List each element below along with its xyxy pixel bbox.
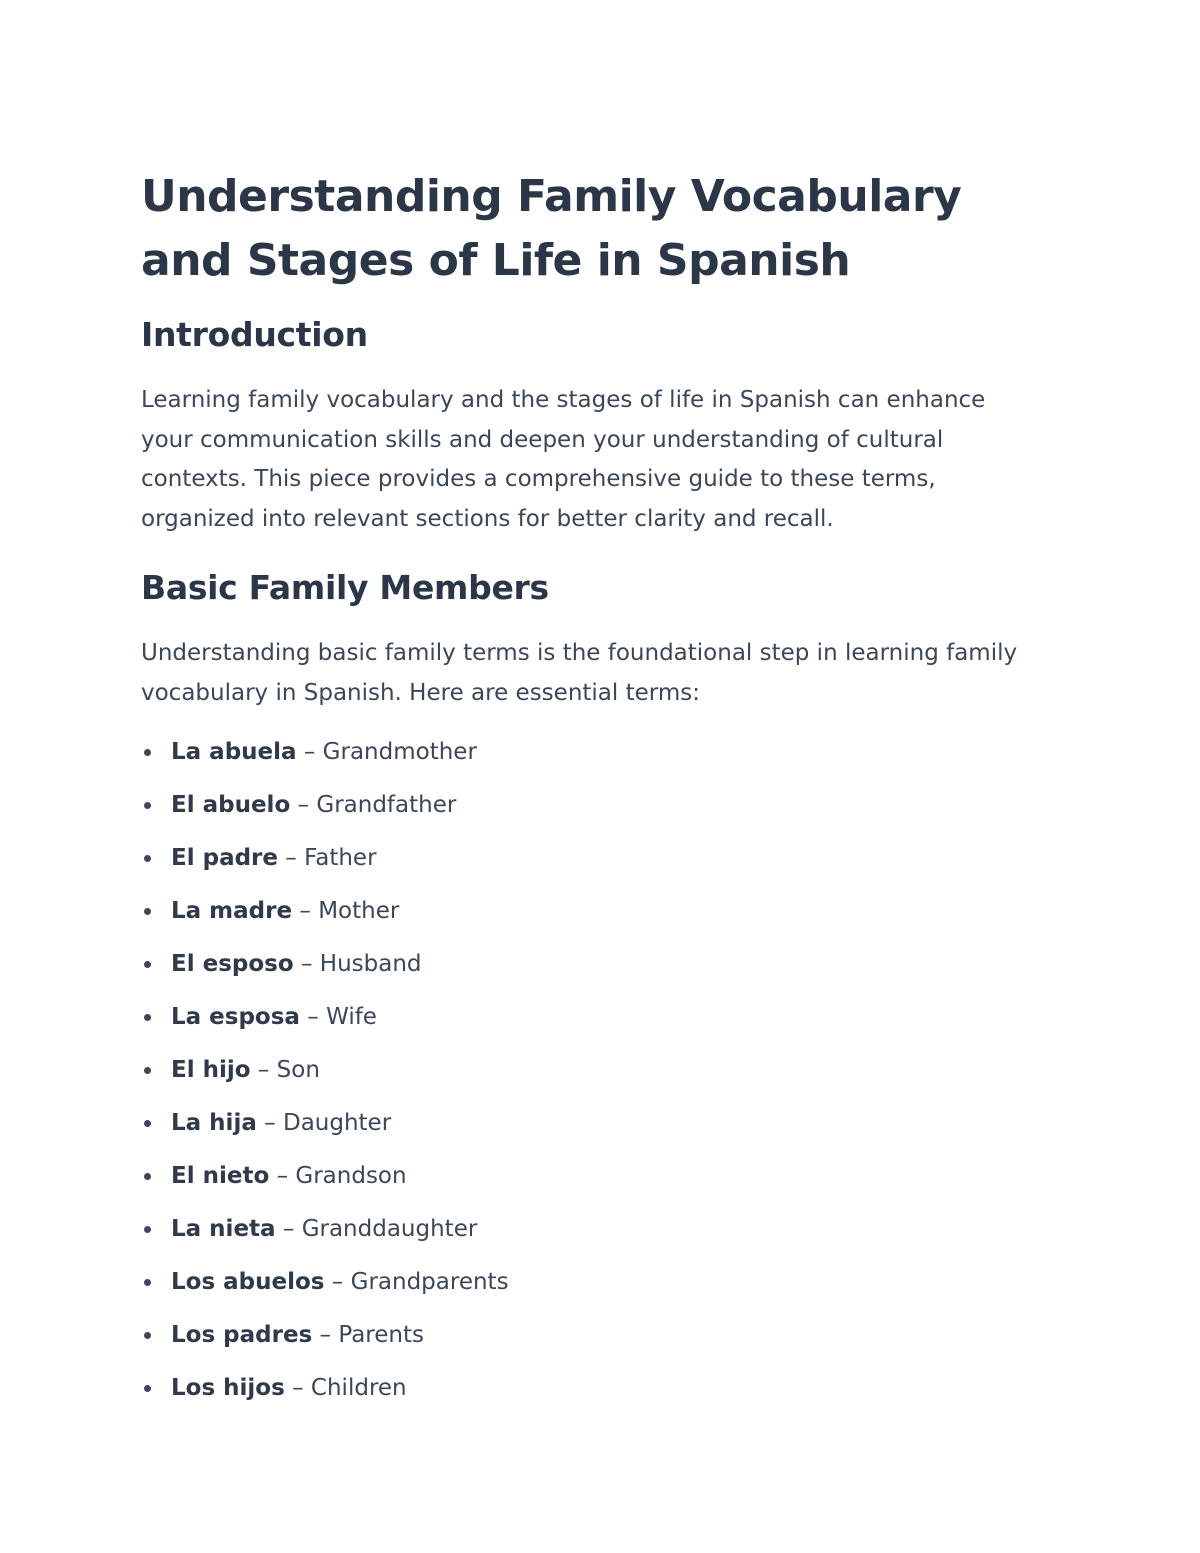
list-item <box>141 885 1041 938</box>
english-translation: Father <box>304 845 377 871</box>
list-item <box>141 1203 1041 1256</box>
bullet-icon <box>144 961 151 968</box>
document-title: Understanding Family Vocabulary and Stages of Life in Spanish <box>141 171 962 286</box>
spanish-term: El esposo <box>171 951 294 977</box>
bullet-icon <box>144 1226 151 1233</box>
english-translation: Grandson <box>295 1163 407 1189</box>
bullet-icon <box>144 855 151 862</box>
list-item <box>141 938 1041 991</box>
english-translation: Daughter <box>282 1110 392 1136</box>
bullet-icon <box>144 1332 151 1339</box>
term-separator: – <box>278 845 305 871</box>
bullet-icon <box>144 802 151 809</box>
english-translation: Children <box>310 1375 407 1401</box>
term-separator: – <box>324 1269 351 1295</box>
bullet-icon <box>144 749 151 756</box>
list-item <box>141 1256 1041 1309</box>
spanish-term: La abuela <box>171 739 297 765</box>
list-item <box>141 1097 1041 1150</box>
english-translation: Mother <box>318 898 400 924</box>
list-item <box>141 1150 1041 1203</box>
term-separator: – <box>292 898 319 924</box>
spanish-term: El hijo <box>171 1057 251 1083</box>
term-separator: – <box>299 1004 327 1030</box>
term-separator: – <box>312 1322 339 1348</box>
term-separator: – <box>296 739 323 765</box>
spanish-term: La madre <box>171 898 293 924</box>
english-translation: Son <box>276 1057 320 1083</box>
spanish-term: El nieto <box>171 1163 270 1189</box>
english-translation: Parents <box>338 1322 424 1348</box>
basic-family-paragraph: Understanding basic family terms is the foundational step in learning family vocabulary in Spanish. Here are essential terms: <box>141 640 1018 706</box>
bullet-icon <box>144 1279 151 1286</box>
bullet-icon <box>144 1067 151 1074</box>
list-item <box>141 832 1041 885</box>
list-item <box>141 1309 1041 1362</box>
term-separator: – <box>269 1163 296 1189</box>
document-page <box>141 165 1041 1415</box>
term-separator: – <box>284 1375 311 1401</box>
english-translation: Granddaughter <box>301 1216 478 1242</box>
spanish-term: El padre <box>171 845 278 871</box>
section-heading-basic-family-members: Basic Family Members <box>141 568 549 607</box>
spanish-term: Los hijos <box>171 1375 285 1401</box>
spanish-term: Los padres <box>171 1322 313 1348</box>
english-translation: Grandparents <box>350 1269 509 1295</box>
english-translation: Grandmother <box>322 739 477 765</box>
spanish-term: El abuelo <box>171 792 291 818</box>
english-translation: Husband <box>319 951 422 977</box>
term-separator: – <box>250 1057 277 1083</box>
introduction-paragraph: Learning family vocabulary and the stages of life in Spanish can enhance your communication skills and deepen your understanding of cultural contexts. This piece provides a comprehensive guide to these terms, organized into relevant sections for better clarity and recall. <box>141 387 986 532</box>
term-separator: – <box>290 792 317 818</box>
bullet-icon <box>144 1014 151 1021</box>
bullet-icon <box>144 908 151 915</box>
list-item <box>141 1362 1041 1415</box>
spanish-term: Los abuelos <box>171 1269 325 1295</box>
term-separator: – <box>275 1216 302 1242</box>
term-separator: – <box>256 1110 283 1136</box>
list-item <box>141 726 1041 779</box>
family-terms-list <box>141 726 1041 1415</box>
spanish-term: La hija <box>171 1110 257 1136</box>
list-item <box>141 991 1041 1044</box>
bullet-icon <box>144 1173 151 1180</box>
english-translation: Wife <box>326 1004 377 1030</box>
list-item <box>141 779 1041 832</box>
spanish-term: La nieta <box>171 1216 276 1242</box>
bullet-icon <box>144 1120 151 1127</box>
section-heading-introduction: Introduction <box>141 315 368 354</box>
spanish-term: La esposa <box>171 1004 300 1030</box>
english-translation: Grandfather <box>316 792 457 818</box>
list-item <box>141 1044 1041 1097</box>
term-separator: – <box>293 951 320 977</box>
bullet-icon <box>144 1385 151 1392</box>
